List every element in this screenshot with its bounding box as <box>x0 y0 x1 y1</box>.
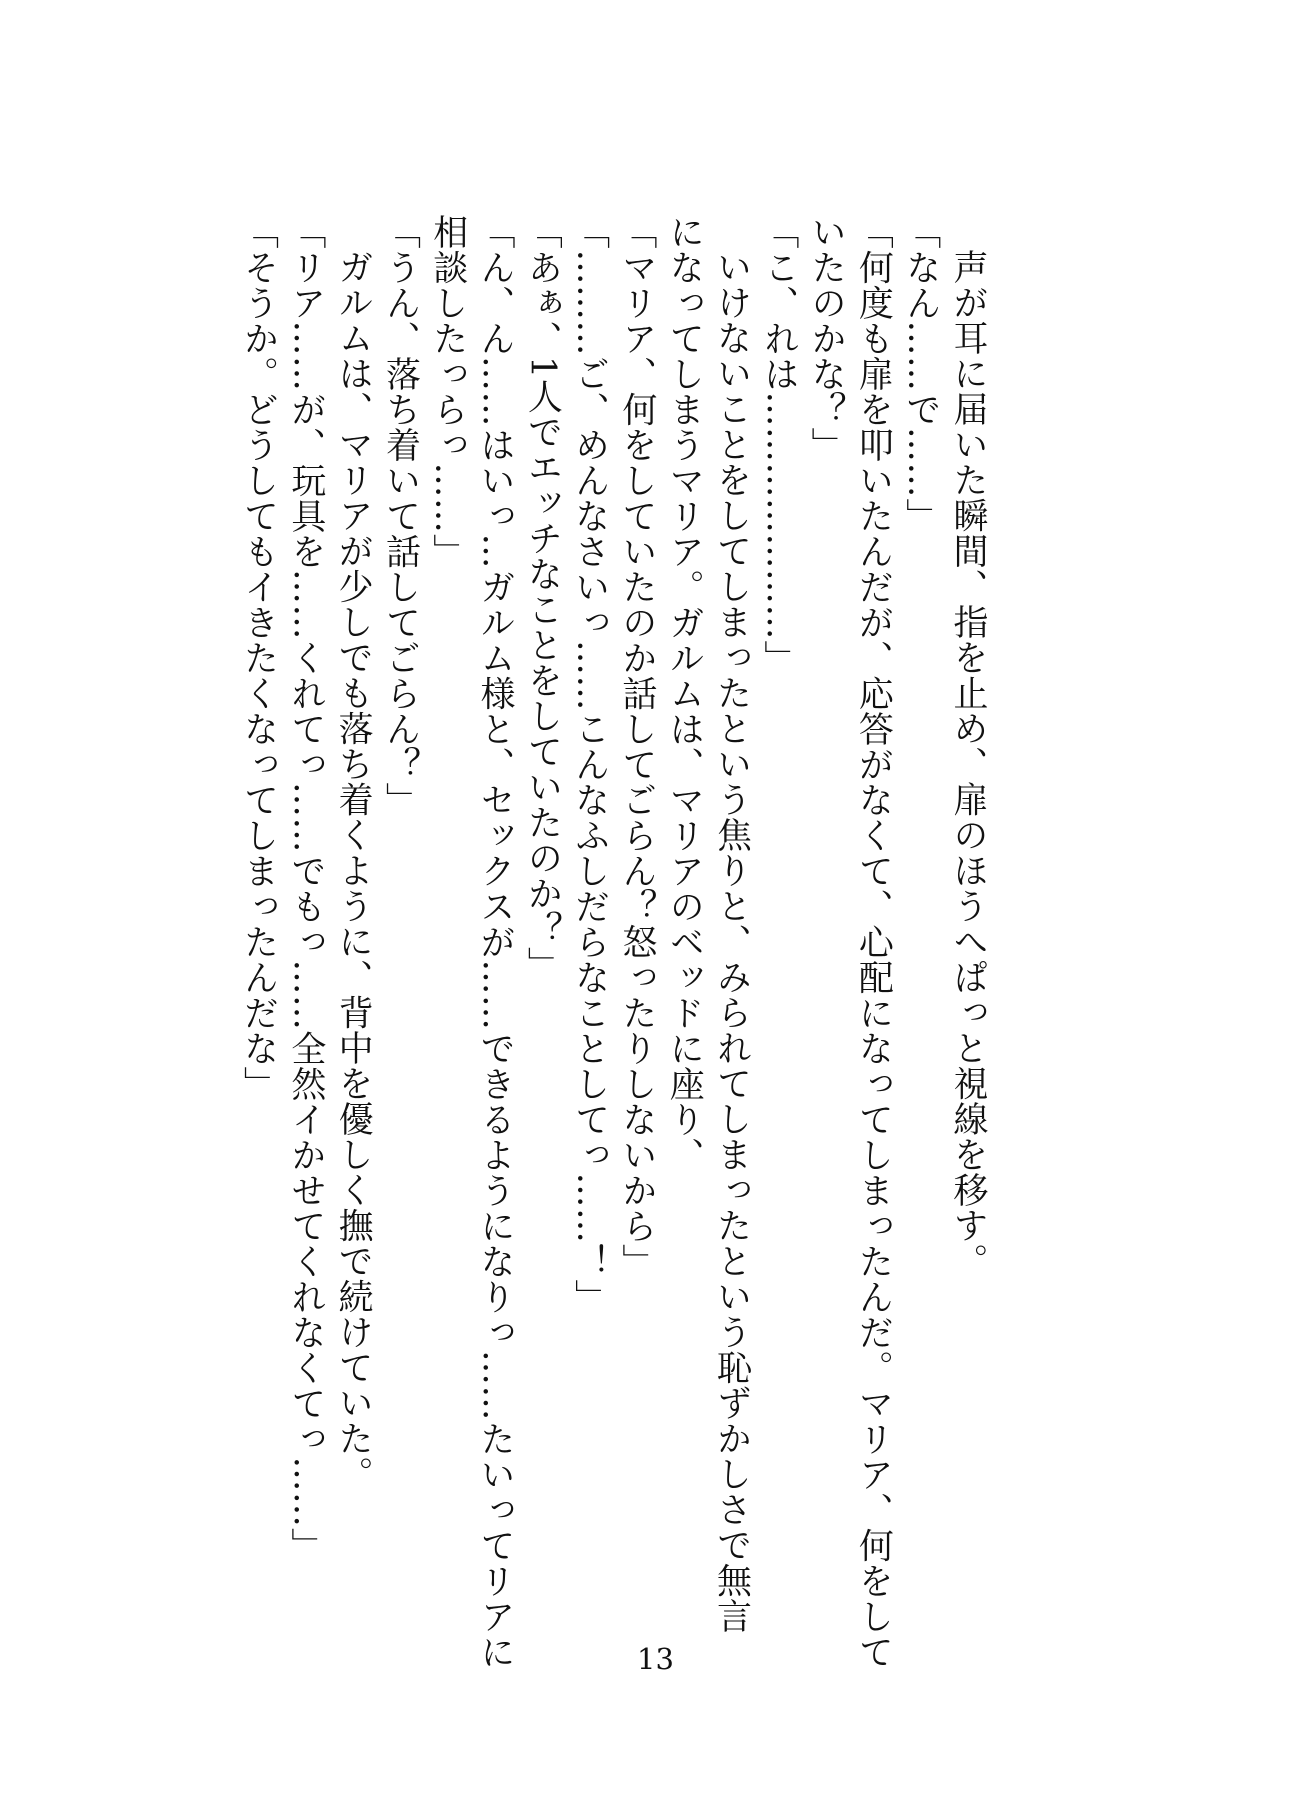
text-line: いけないことをしてしまったという焦りと、みられてしまったという恥ずかしさで無言 <box>711 249 752 1634</box>
text-line: 「………ご、めんなさいっ……こんなふしだらなことしてっ……！」 <box>569 214 610 1315</box>
text-line: ガルムは、マリアが少しでも落ち着くように、背中を優しく撫で続けていた。 <box>333 249 374 1492</box>
text-line: 「そうか。どうしてもイきたくなってしまったんだな」 <box>238 214 279 1102</box>
page-number: 13 <box>637 1642 674 1676</box>
text-line: 「うん、落ち着いて話してごらん？」 <box>380 214 421 818</box>
text-line: 「ん、ん……はいっ…ガルム様と、セックスが……できるようになりっ……たいってリアに <box>475 214 516 1670</box>
text-line: 「リア……が、玩具を……くれてっ……でもっ……全然イかせてくれなくてっ……」 <box>285 214 326 1563</box>
text-line: 声が耳に届いた瞬間、指を止め、扉のほうへぱっと視線を移す。 <box>948 249 988 1279</box>
text-line: 「あぁ、1人でエッチなことをしていたのか？」 <box>522 214 563 983</box>
text-line: 相談したっらっ……」 <box>427 214 468 569</box>
text-line: になってしまうマリア。ガルムは、マリアのベッドに座り、 <box>664 214 705 1173</box>
text-line: いたのかな？」 <box>806 214 847 463</box>
text-line: 「マリア、何をしていたのか話してごらん？怒ったりしないから」 <box>616 214 657 1279</box>
text-line: 「なん……で……」 <box>900 214 941 534</box>
text-line: 「こ、れは…………………」 <box>758 214 799 676</box>
text-line: 「何度も扉を叩いたんだが、応答がなくて、心配になってしまったんだ。マリア、何をして <box>853 214 894 1670</box>
